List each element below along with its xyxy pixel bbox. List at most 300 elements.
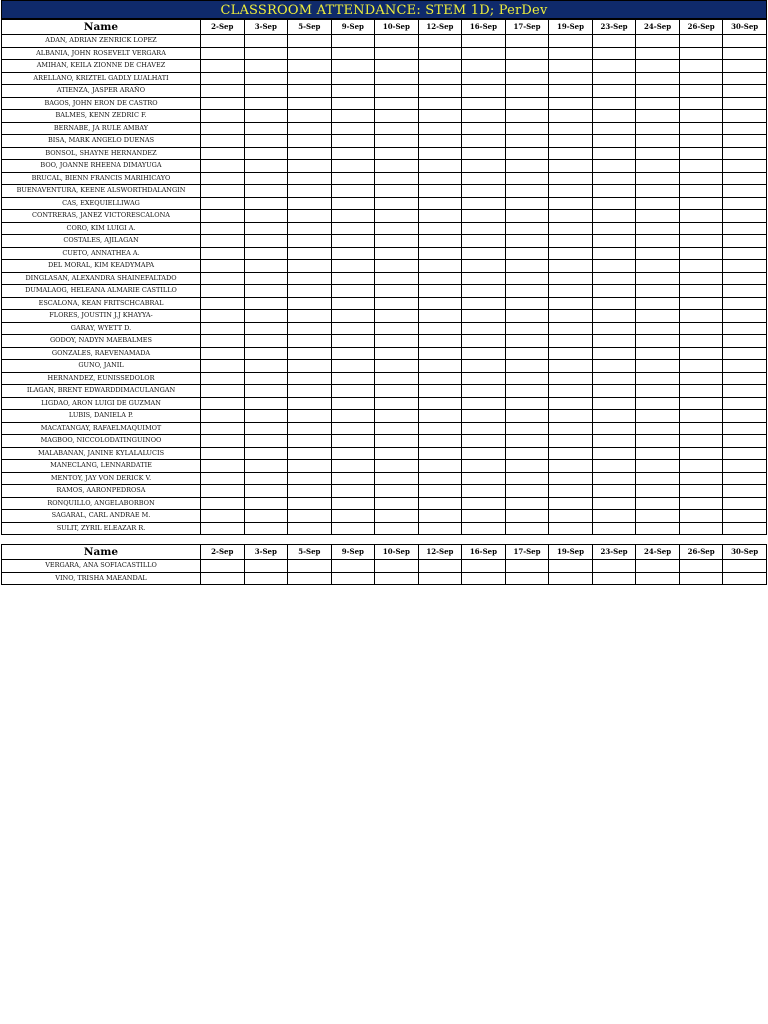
attendance-cell[interactable]	[201, 272, 245, 285]
attendance-cell[interactable]	[505, 222, 549, 235]
attendance-cell[interactable]	[549, 85, 593, 98]
attendance-cell[interactable]	[636, 285, 680, 298]
attendance-cell[interactable]	[549, 560, 593, 573]
attendance-cell[interactable]	[636, 47, 680, 60]
attendance-cell[interactable]	[462, 247, 506, 260]
attendance-cell[interactable]	[418, 135, 462, 148]
attendance-cell[interactable]	[723, 247, 767, 260]
attendance-cell[interactable]	[462, 72, 506, 85]
attendance-cell[interactable]	[592, 447, 636, 460]
attendance-cell[interactable]	[331, 197, 375, 210]
attendance-cell[interactable]	[505, 560, 549, 573]
attendance-cell[interactable]	[505, 60, 549, 73]
attendance-cell[interactable]	[418, 560, 462, 573]
attendance-cell[interactable]	[331, 72, 375, 85]
attendance-cell[interactable]	[462, 435, 506, 448]
attendance-cell[interactable]	[462, 385, 506, 398]
attendance-cell[interactable]	[418, 422, 462, 435]
attendance-cell[interactable]	[462, 135, 506, 148]
attendance-cell[interactable]	[592, 160, 636, 173]
attendance-cell[interactable]	[462, 422, 506, 435]
attendance-cell[interactable]	[679, 97, 723, 110]
attendance-cell[interactable]	[462, 147, 506, 160]
attendance-cell[interactable]	[462, 460, 506, 473]
attendance-cell[interactable]	[201, 247, 245, 260]
attendance-cell[interactable]	[244, 510, 288, 523]
attendance-cell[interactable]	[636, 435, 680, 448]
attendance-cell[interactable]	[636, 360, 680, 373]
attendance-cell[interactable]	[549, 447, 593, 460]
attendance-cell[interactable]	[592, 247, 636, 260]
attendance-cell[interactable]	[375, 322, 419, 335]
attendance-cell[interactable]	[244, 422, 288, 435]
attendance-cell[interactable]	[331, 110, 375, 123]
attendance-cell[interactable]	[505, 460, 549, 473]
attendance-cell[interactable]	[375, 160, 419, 173]
attendance-cell[interactable]	[636, 472, 680, 485]
attendance-cell[interactable]	[592, 197, 636, 210]
attendance-cell[interactable]	[679, 422, 723, 435]
attendance-cell[interactable]	[679, 147, 723, 160]
attendance-cell[interactable]	[331, 35, 375, 48]
attendance-cell[interactable]	[418, 485, 462, 498]
attendance-cell[interactable]	[244, 347, 288, 360]
attendance-cell[interactable]	[331, 522, 375, 535]
attendance-cell[interactable]	[592, 347, 636, 360]
attendance-cell[interactable]	[375, 135, 419, 148]
attendance-cell[interactable]	[201, 210, 245, 223]
attendance-cell[interactable]	[375, 172, 419, 185]
attendance-cell[interactable]	[244, 197, 288, 210]
attendance-cell[interactable]	[723, 360, 767, 373]
attendance-cell[interactable]	[375, 372, 419, 385]
attendance-cell[interactable]	[723, 572, 767, 585]
attendance-cell[interactable]	[244, 122, 288, 135]
attendance-cell[interactable]	[462, 85, 506, 98]
attendance-cell[interactable]	[592, 460, 636, 473]
attendance-cell[interactable]	[201, 122, 245, 135]
attendance-cell[interactable]	[723, 110, 767, 123]
attendance-cell[interactable]	[201, 360, 245, 373]
attendance-cell[interactable]	[244, 285, 288, 298]
attendance-cell[interactable]	[723, 135, 767, 148]
attendance-cell[interactable]	[592, 335, 636, 348]
attendance-cell[interactable]	[288, 197, 332, 210]
attendance-cell[interactable]	[636, 235, 680, 248]
attendance-cell[interactable]	[723, 422, 767, 435]
attendance-cell[interactable]	[505, 235, 549, 248]
attendance-cell[interactable]	[592, 147, 636, 160]
attendance-cell[interactable]	[375, 560, 419, 573]
attendance-cell[interactable]	[288, 510, 332, 523]
attendance-cell[interactable]	[549, 147, 593, 160]
attendance-cell[interactable]	[244, 110, 288, 123]
attendance-cell[interactable]	[331, 222, 375, 235]
attendance-cell[interactable]	[505, 72, 549, 85]
attendance-cell[interactable]	[288, 185, 332, 198]
attendance-cell[interactable]	[636, 460, 680, 473]
attendance-cell[interactable]	[201, 372, 245, 385]
attendance-cell[interactable]	[723, 185, 767, 198]
attendance-cell[interactable]	[636, 422, 680, 435]
attendance-cell[interactable]	[288, 310, 332, 323]
attendance-cell[interactable]	[375, 260, 419, 273]
attendance-cell[interactable]	[201, 197, 245, 210]
attendance-cell[interactable]	[244, 435, 288, 448]
attendance-cell[interactable]	[592, 422, 636, 435]
attendance-cell[interactable]	[723, 372, 767, 385]
attendance-cell[interactable]	[679, 210, 723, 223]
attendance-cell[interactable]	[462, 97, 506, 110]
attendance-cell[interactable]	[723, 485, 767, 498]
attendance-cell[interactable]	[636, 222, 680, 235]
attendance-cell[interactable]	[462, 272, 506, 285]
attendance-cell[interactable]	[331, 360, 375, 373]
attendance-cell[interactable]	[331, 122, 375, 135]
attendance-cell[interactable]	[201, 410, 245, 423]
attendance-cell[interactable]	[288, 235, 332, 248]
attendance-cell[interactable]	[636, 497, 680, 510]
attendance-cell[interactable]	[375, 410, 419, 423]
attendance-cell[interactable]	[636, 160, 680, 173]
attendance-cell[interactable]	[679, 297, 723, 310]
attendance-cell[interactable]	[418, 160, 462, 173]
attendance-cell[interactable]	[636, 197, 680, 210]
attendance-cell[interactable]	[462, 572, 506, 585]
attendance-cell[interactable]	[636, 297, 680, 310]
attendance-cell[interactable]	[418, 147, 462, 160]
attendance-cell[interactable]	[723, 210, 767, 223]
attendance-cell[interactable]	[592, 385, 636, 398]
attendance-cell[interactable]	[288, 435, 332, 448]
attendance-cell[interactable]	[244, 222, 288, 235]
attendance-cell[interactable]	[592, 210, 636, 223]
attendance-cell[interactable]	[418, 447, 462, 460]
attendance-cell[interactable]	[375, 347, 419, 360]
attendance-cell[interactable]	[244, 310, 288, 323]
attendance-cell[interactable]	[505, 485, 549, 498]
attendance-cell[interactable]	[592, 522, 636, 535]
attendance-cell[interactable]	[418, 210, 462, 223]
attendance-cell[interactable]	[244, 160, 288, 173]
attendance-cell[interactable]	[723, 47, 767, 60]
attendance-cell[interactable]	[505, 272, 549, 285]
attendance-cell[interactable]	[244, 35, 288, 48]
attendance-cell[interactable]	[505, 110, 549, 123]
attendance-cell[interactable]	[592, 285, 636, 298]
attendance-cell[interactable]	[418, 260, 462, 273]
attendance-cell[interactable]	[418, 347, 462, 360]
attendance-cell[interactable]	[549, 435, 593, 448]
attendance-cell[interactable]	[288, 560, 332, 573]
attendance-cell[interactable]	[418, 247, 462, 260]
attendance-cell[interactable]	[723, 122, 767, 135]
attendance-cell[interactable]	[288, 72, 332, 85]
attendance-cell[interactable]	[505, 410, 549, 423]
attendance-cell[interactable]	[375, 122, 419, 135]
attendance-cell[interactable]	[723, 222, 767, 235]
attendance-cell[interactable]	[636, 110, 680, 123]
attendance-cell[interactable]	[201, 60, 245, 73]
attendance-cell[interactable]	[288, 447, 332, 460]
attendance-cell[interactable]	[462, 235, 506, 248]
attendance-cell[interactable]	[201, 572, 245, 585]
attendance-cell[interactable]	[723, 97, 767, 110]
attendance-cell[interactable]	[505, 335, 549, 348]
attendance-cell[interactable]	[244, 360, 288, 373]
attendance-cell[interactable]	[723, 522, 767, 535]
attendance-cell[interactable]	[244, 385, 288, 398]
attendance-cell[interactable]	[331, 410, 375, 423]
attendance-cell[interactable]	[636, 85, 680, 98]
attendance-cell[interactable]	[288, 322, 332, 335]
attendance-cell[interactable]	[505, 435, 549, 448]
attendance-cell[interactable]	[418, 372, 462, 385]
attendance-cell[interactable]	[592, 485, 636, 498]
attendance-cell[interactable]	[375, 210, 419, 223]
attendance-cell[interactable]	[549, 347, 593, 360]
attendance-cell[interactable]	[592, 560, 636, 573]
attendance-cell[interactable]	[723, 460, 767, 473]
attendance-cell[interactable]	[244, 135, 288, 148]
attendance-cell[interactable]	[505, 522, 549, 535]
attendance-cell[interactable]	[679, 385, 723, 398]
attendance-cell[interactable]	[723, 472, 767, 485]
attendance-cell[interactable]	[244, 72, 288, 85]
attendance-cell[interactable]	[244, 85, 288, 98]
attendance-cell[interactable]	[244, 97, 288, 110]
attendance-cell[interactable]	[418, 410, 462, 423]
attendance-cell[interactable]	[636, 247, 680, 260]
attendance-cell[interactable]	[375, 197, 419, 210]
attendance-cell[interactable]	[375, 360, 419, 373]
attendance-cell[interactable]	[331, 297, 375, 310]
attendance-cell[interactable]	[549, 410, 593, 423]
attendance-cell[interactable]	[375, 97, 419, 110]
attendance-cell[interactable]	[679, 335, 723, 348]
attendance-cell[interactable]	[723, 322, 767, 335]
attendance-cell[interactable]	[244, 472, 288, 485]
attendance-cell[interactable]	[418, 122, 462, 135]
attendance-cell[interactable]	[201, 347, 245, 360]
attendance-cell[interactable]	[331, 335, 375, 348]
attendance-cell[interactable]	[679, 247, 723, 260]
attendance-cell[interactable]	[636, 560, 680, 573]
attendance-cell[interactable]	[244, 210, 288, 223]
attendance-cell[interactable]	[331, 385, 375, 398]
attendance-cell[interactable]	[201, 235, 245, 248]
attendance-cell[interactable]	[549, 35, 593, 48]
attendance-cell[interactable]	[549, 497, 593, 510]
attendance-cell[interactable]	[244, 260, 288, 273]
attendance-cell[interactable]	[723, 447, 767, 460]
attendance-cell[interactable]	[375, 185, 419, 198]
attendance-cell[interactable]	[723, 397, 767, 410]
attendance-cell[interactable]	[505, 160, 549, 173]
attendance-cell[interactable]	[462, 172, 506, 185]
attendance-cell[interactable]	[244, 185, 288, 198]
attendance-cell[interactable]	[592, 372, 636, 385]
attendance-cell[interactable]	[375, 60, 419, 73]
attendance-cell[interactable]	[288, 160, 332, 173]
attendance-cell[interactable]	[201, 172, 245, 185]
attendance-cell[interactable]	[418, 385, 462, 398]
attendance-cell[interactable]	[549, 372, 593, 385]
attendance-cell[interactable]	[723, 347, 767, 360]
attendance-cell[interactable]	[592, 435, 636, 448]
attendance-cell[interactable]	[592, 410, 636, 423]
attendance-cell[interactable]	[462, 497, 506, 510]
attendance-cell[interactable]	[288, 297, 332, 310]
attendance-cell[interactable]	[201, 310, 245, 323]
attendance-cell[interactable]	[331, 147, 375, 160]
attendance-cell[interactable]	[505, 147, 549, 160]
attendance-cell[interactable]	[331, 172, 375, 185]
attendance-cell[interactable]	[679, 160, 723, 173]
attendance-cell[interactable]	[549, 97, 593, 110]
attendance-cell[interactable]	[592, 135, 636, 148]
attendance-cell[interactable]	[679, 35, 723, 48]
attendance-cell[interactable]	[418, 285, 462, 298]
attendance-cell[interactable]	[723, 497, 767, 510]
attendance-cell[interactable]	[636, 210, 680, 223]
attendance-cell[interactable]	[462, 410, 506, 423]
attendance-cell[interactable]	[418, 572, 462, 585]
attendance-cell[interactable]	[244, 410, 288, 423]
attendance-cell[interactable]	[462, 472, 506, 485]
attendance-cell[interactable]	[331, 272, 375, 285]
attendance-cell[interactable]	[288, 285, 332, 298]
attendance-cell[interactable]	[679, 347, 723, 360]
attendance-cell[interactable]	[288, 572, 332, 585]
attendance-cell[interactable]	[375, 572, 419, 585]
attendance-cell[interactable]	[505, 135, 549, 148]
attendance-cell[interactable]	[201, 110, 245, 123]
attendance-cell[interactable]	[462, 485, 506, 498]
attendance-cell[interactable]	[288, 147, 332, 160]
attendance-cell[interactable]	[201, 447, 245, 460]
attendance-cell[interactable]	[201, 485, 245, 498]
attendance-cell[interactable]	[288, 60, 332, 73]
attendance-cell[interactable]	[723, 160, 767, 173]
attendance-cell[interactable]	[549, 472, 593, 485]
attendance-cell[interactable]	[201, 160, 245, 173]
attendance-cell[interactable]	[549, 247, 593, 260]
attendance-cell[interactable]	[462, 360, 506, 373]
attendance-cell[interactable]	[592, 572, 636, 585]
attendance-cell[interactable]	[549, 460, 593, 473]
attendance-cell[interactable]	[418, 322, 462, 335]
attendance-cell[interactable]	[549, 110, 593, 123]
attendance-cell[interactable]	[331, 47, 375, 60]
attendance-cell[interactable]	[201, 460, 245, 473]
attendance-cell[interactable]	[723, 272, 767, 285]
attendance-cell[interactable]	[462, 60, 506, 73]
attendance-cell[interactable]	[549, 260, 593, 273]
attendance-cell[interactable]	[331, 260, 375, 273]
attendance-cell[interactable]	[288, 210, 332, 223]
attendance-cell[interactable]	[288, 460, 332, 473]
attendance-cell[interactable]	[549, 272, 593, 285]
attendance-cell[interactable]	[636, 322, 680, 335]
attendance-cell[interactable]	[549, 285, 593, 298]
attendance-cell[interactable]	[549, 522, 593, 535]
attendance-cell[interactable]	[331, 285, 375, 298]
attendance-cell[interactable]	[288, 522, 332, 535]
attendance-cell[interactable]	[679, 572, 723, 585]
attendance-cell[interactable]	[636, 185, 680, 198]
attendance-cell[interactable]	[679, 60, 723, 73]
attendance-cell[interactable]	[418, 185, 462, 198]
attendance-cell[interactable]	[505, 35, 549, 48]
attendance-cell[interactable]	[418, 197, 462, 210]
attendance-cell[interactable]	[288, 397, 332, 410]
attendance-cell[interactable]	[244, 247, 288, 260]
attendance-cell[interactable]	[375, 397, 419, 410]
attendance-cell[interactable]	[592, 47, 636, 60]
attendance-cell[interactable]	[462, 285, 506, 298]
attendance-cell[interactable]	[331, 185, 375, 198]
attendance-cell[interactable]	[462, 197, 506, 210]
attendance-cell[interactable]	[201, 510, 245, 523]
attendance-cell[interactable]	[679, 172, 723, 185]
attendance-cell[interactable]	[679, 510, 723, 523]
attendance-cell[interactable]	[723, 172, 767, 185]
attendance-cell[interactable]	[723, 147, 767, 160]
attendance-cell[interactable]	[679, 285, 723, 298]
attendance-cell[interactable]	[375, 297, 419, 310]
attendance-cell[interactable]	[418, 172, 462, 185]
attendance-cell[interactable]	[679, 410, 723, 423]
attendance-cell[interactable]	[418, 310, 462, 323]
attendance-cell[interactable]	[288, 272, 332, 285]
attendance-cell[interactable]	[549, 135, 593, 148]
attendance-cell[interactable]	[505, 497, 549, 510]
attendance-cell[interactable]	[505, 385, 549, 398]
attendance-cell[interactable]	[462, 47, 506, 60]
attendance-cell[interactable]	[679, 485, 723, 498]
attendance-cell[interactable]	[636, 447, 680, 460]
attendance-cell[interactable]	[636, 522, 680, 535]
attendance-cell[interactable]	[331, 160, 375, 173]
attendance-cell[interactable]	[549, 222, 593, 235]
attendance-cell[interactable]	[549, 510, 593, 523]
attendance-cell[interactable]	[462, 372, 506, 385]
attendance-cell[interactable]	[723, 560, 767, 573]
attendance-cell[interactable]	[375, 460, 419, 473]
attendance-cell[interactable]	[549, 297, 593, 310]
attendance-cell[interactable]	[331, 572, 375, 585]
attendance-cell[interactable]	[244, 460, 288, 473]
attendance-cell[interactable]	[331, 85, 375, 98]
attendance-cell[interactable]	[636, 260, 680, 273]
attendance-cell[interactable]	[244, 372, 288, 385]
attendance-cell[interactable]	[679, 85, 723, 98]
attendance-cell[interactable]	[636, 60, 680, 73]
attendance-cell[interactable]	[418, 510, 462, 523]
attendance-cell[interactable]	[201, 222, 245, 235]
attendance-cell[interactable]	[244, 172, 288, 185]
attendance-cell[interactable]	[375, 435, 419, 448]
attendance-cell[interactable]	[462, 560, 506, 573]
attendance-cell[interactable]	[679, 435, 723, 448]
attendance-cell[interactable]	[375, 497, 419, 510]
attendance-cell[interactable]	[418, 297, 462, 310]
attendance-cell[interactable]	[636, 510, 680, 523]
attendance-cell[interactable]	[462, 335, 506, 348]
attendance-cell[interactable]	[288, 347, 332, 360]
attendance-cell[interactable]	[201, 35, 245, 48]
